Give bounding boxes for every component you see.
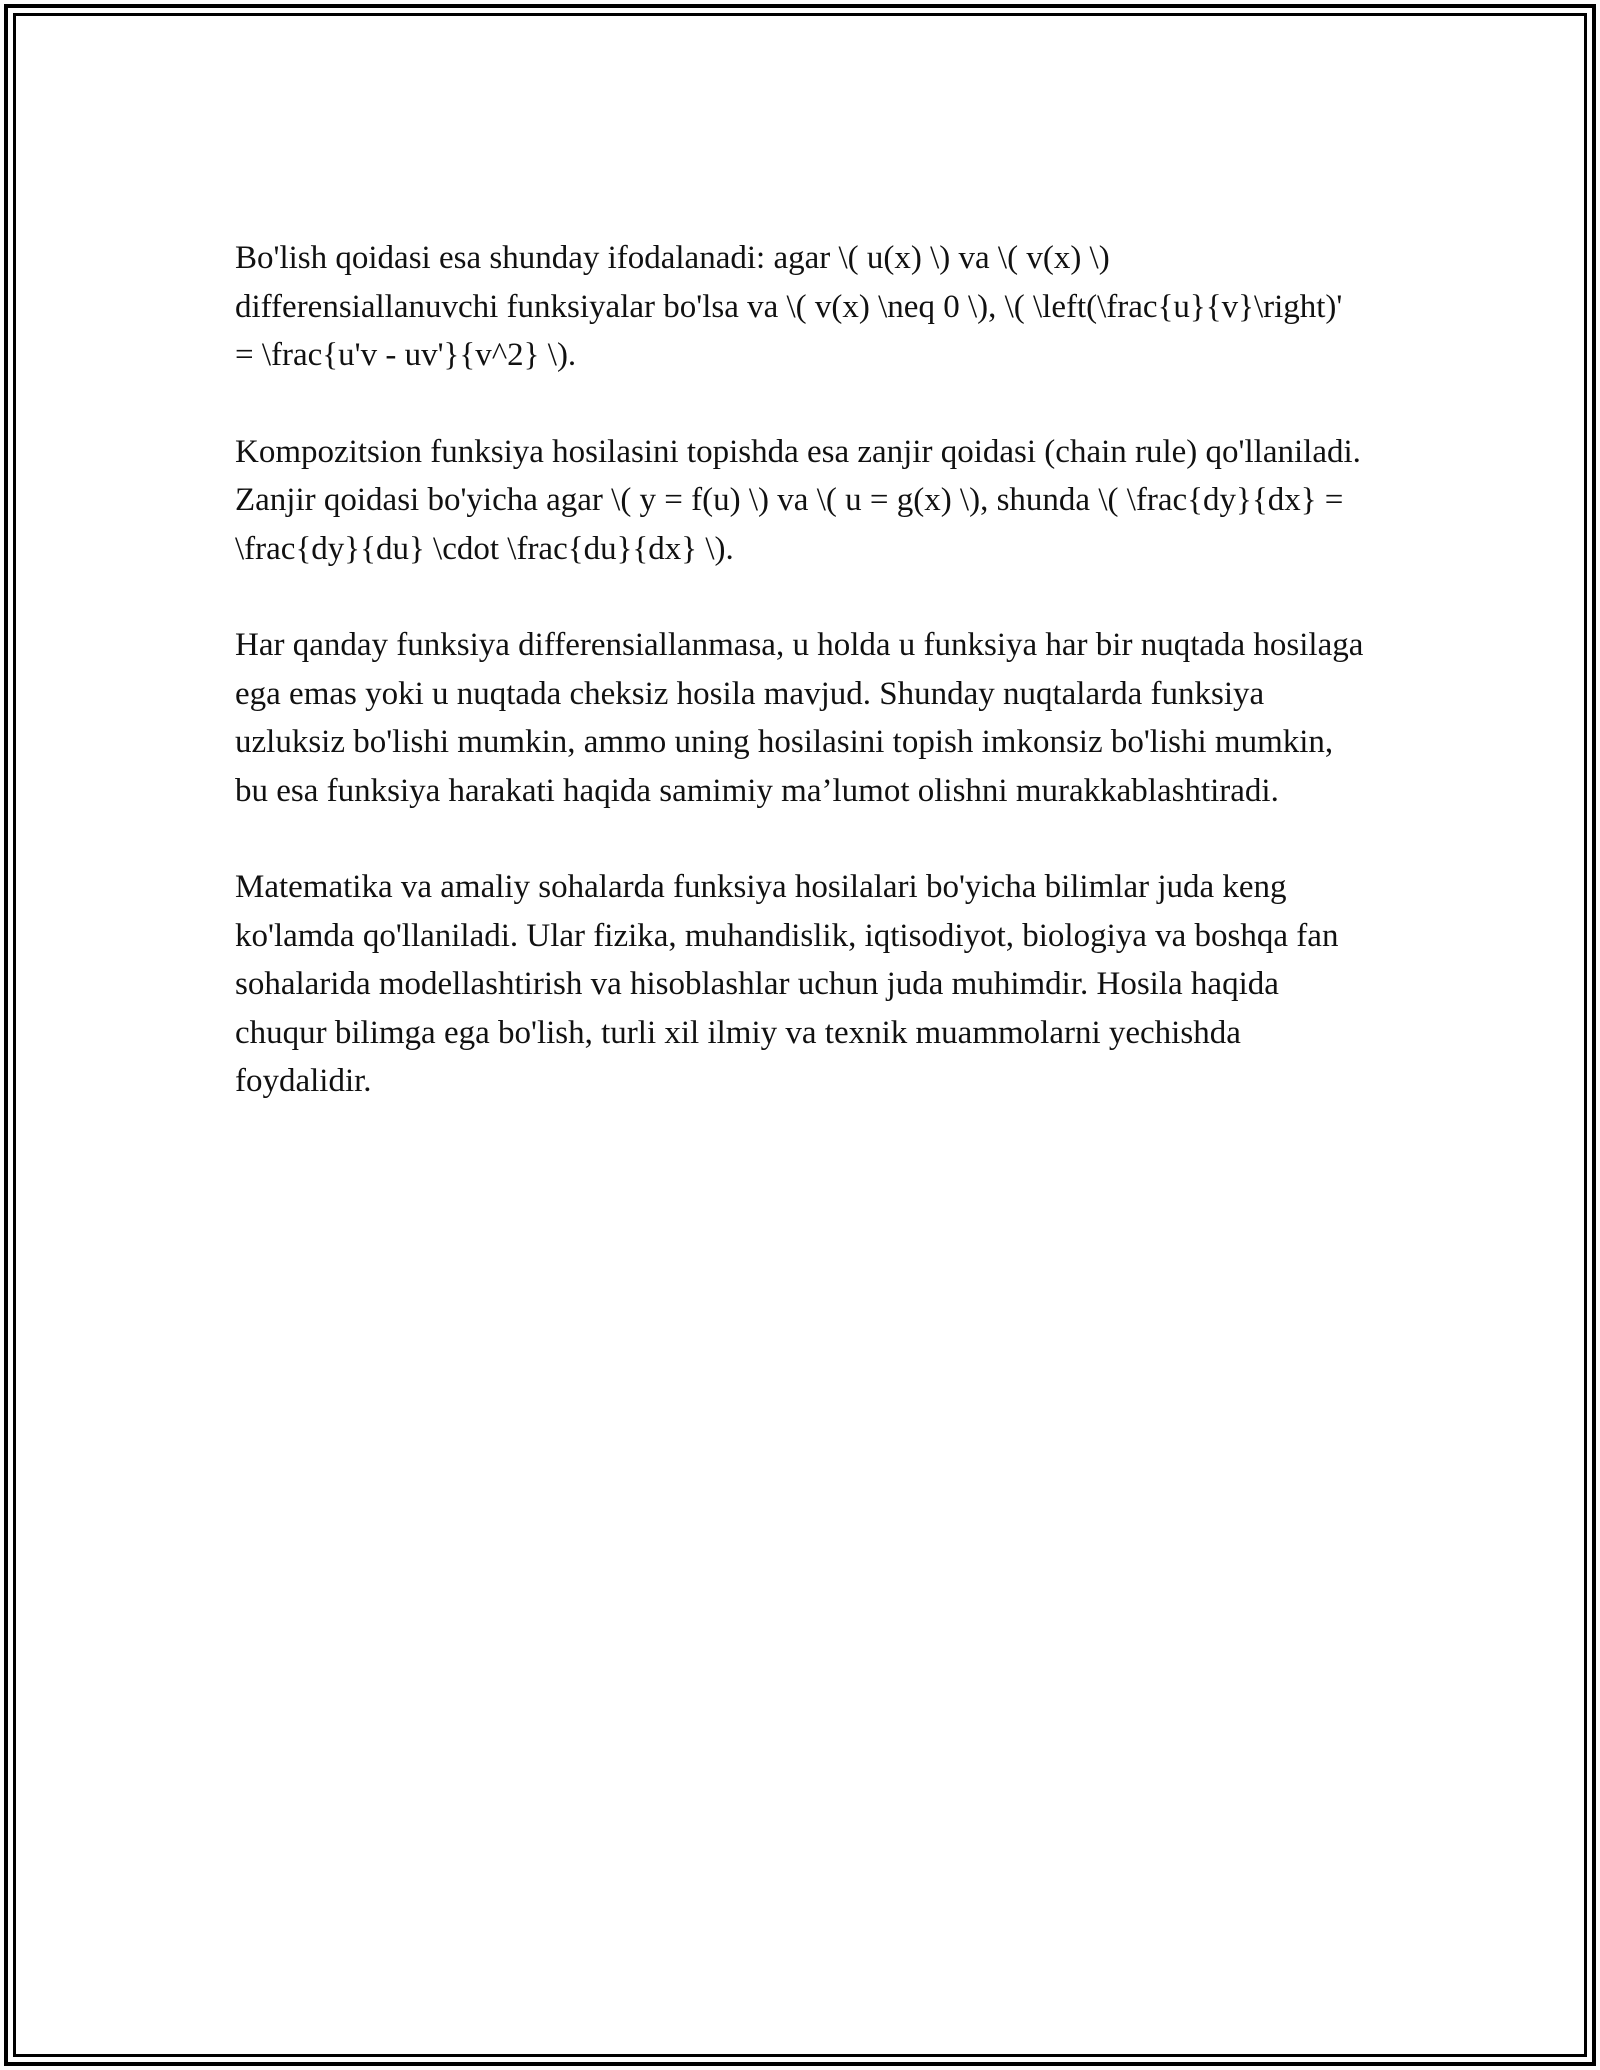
paragraph-non-differentiable: Har qanday funksiya differensiallanmasa, u holda u funksiya har bir nuqtada hosilaga ega emas yoki u nuqtada cheksiz hosila mavjud. Shunday nuqtalarda funksiya uzluksiz bo'lishi mumkin, ammo uning hosilasini topish imkonsiz bo'lishi mumkin, bu esa funksiya harakati haqida samimiy ma’lumot olishni murakkablashtiradi. — [235, 627, 1364, 809]
document-body — [235, 234, 1365, 1154]
paragraph-quotient-rule: Bo'lish qoidasi esa shunday ifodalanadi: agar \( u(x) \) va \( v(x) \) differensiallanuvchi funksiyalar bo'lsa va \( v(x) \neq 0 \), \( \left(\frac{u}{v}\right)' = \frac{u'v - uv'}{v^2} \). — [235, 240, 1343, 373]
paragraph-applications: Matematika va amaliy sohalarda funksiya hosilalari bo'yicha bilimlar juda keng ko'lamda qo'llaniladi. Ular fizika, muhandislik, iqtisodiyot, biologiya va boshqa fan sohalarida modellashtirish va hisoblashlar uchun juda muhimdir. Hosila haqida chuqur bilimga ega bo'lish, turli xil ilmiy va texnik muammolarni yechishda foydalidir. — [235, 869, 1339, 1099]
paragraph-chain-rule: Kompozitsion funksiya hosilasini topishda esa zanjir qoidasi (chain rule) qo'llaniladi. Zanjir qoidasi bo'yicha agar \( y = f(u) \) va \( u = g(x) \), shunda \( \frac{dy}{dx} = \frac{dy}{du} \cdot \frac{du}{dx} \). — [235, 433, 1361, 567]
